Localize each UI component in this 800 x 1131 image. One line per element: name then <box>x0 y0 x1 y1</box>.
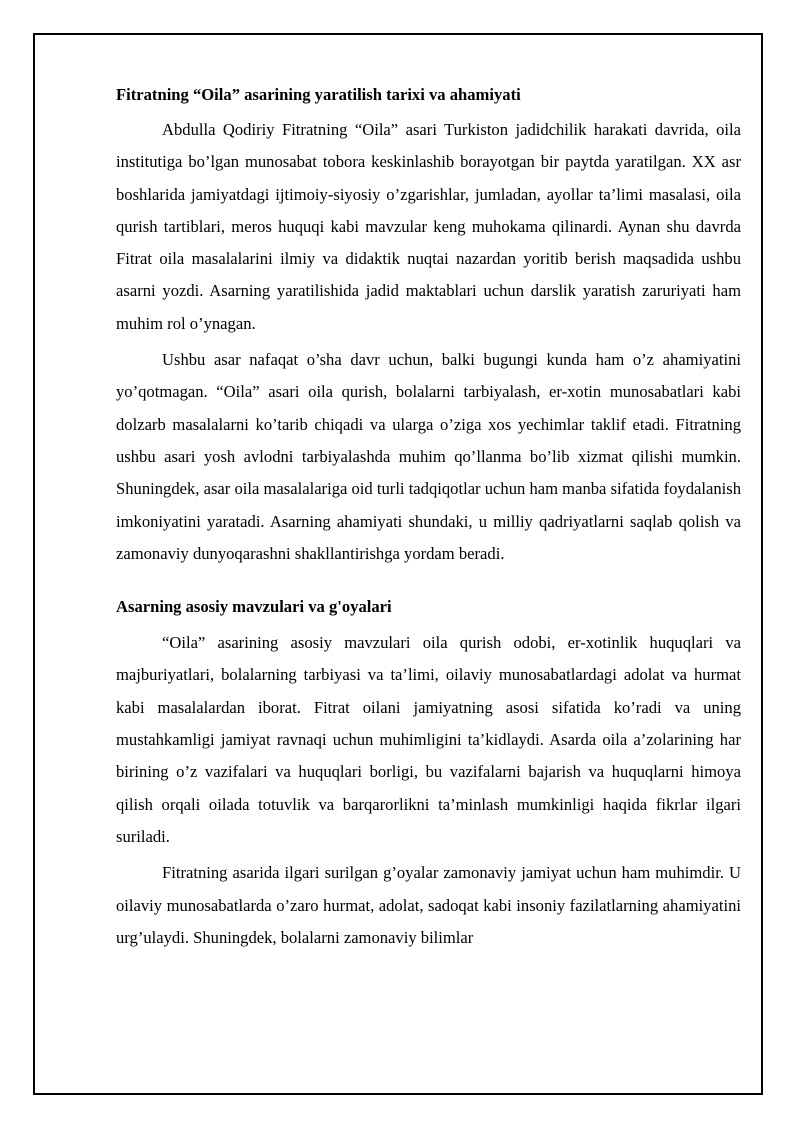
section-heading-themes: Asarning asosiy mavzulari va g'oyalari <box>116 597 392 617</box>
paragraph-history-2: Ushbu asar nafaqat o’sha davr uchun, balki bugungi kunda ham o’z ahamiyatini yo’qotmagan. “Oila” asari oila qurish, bolalarni tarbiyalash, er-xotin munosabatlari kabi dolzarb masalalarni ko’tarib chiqadi va ularga o’ziga xos yechimlar taklif etadi. Fitratning ushbu asari yosh avlodni tarbiyalashda muhim qo’llanma bo’lib xizmat qilishi mumkin. Shuningdek, asar oila masalalariga oid turli tadqiqotlar uchun ham manba sifatida foydalanish imkoniyatini yaratadi. Asarning ahamiyati shundaki, u milliy qadriyatlarni saqlab qolish va zamonaviy dunyoqarashni shakllantirishga yordam beradi. <box>116 350 741 563</box>
document-body <box>116 80 741 954</box>
paragraph-themes-2: Fitratning asarida ilgari surilgan g’oyalar zamonaviy jamiyat uchun ham muhimdir. U oilaviy munosabatlarda o’zaro hurmat, adolat, sadoqat kabi insoniy fazilatlarning ahamiyatini urg’ulaydi. Shuningdek, bolalarni zamonaviy bilimlar <box>116 863 741 947</box>
paragraph-history-1: Abdulla Qodiriy Fitratning “Oila” asari Turkiston jadidchilik harakati davrida, oila institutiga bo’lgan munosabat tobora keskinlashib borayotgan bir paytda yaratilgan. XX asr boshlarida jamiyatdagi ijtimoiy-siyosiy o’zgarishlar, jumladan, ayollar ta’limi masalasi, oila qurish tartiblari, meros huquqi kabi mavzular keng muhokama qilinardi. Aynan shu davrda Fitrat oila masalalarini ilmiy va didaktik nuqtai nazardan yoritib berish maqsadida ushbu asarni yozdi. Asarning yaratilishida jadid maktablari uchun darslik yaratish zaruriyati ham muhim rol o’ynagan. <box>116 120 741 333</box>
paragraph-themes-1: “Oila” asarining asosiy mavzulari oila qurish odobi, er-xotinlik huquqlari va majburiyatlari, bolalarning tarbiyasi va ta’limi, oilaviy munosabatlardagi adolat va hurmat kabi masalalardan iborat. Fitrat oilani jamiyatning asosi sifatida ko’radi va uning mustahkamligi jamiyat ravnaqi uchun muhimligini ta’kidlaydi. Asarda oila a’zolarining har birining o’z vazifalari va huquqlari borligi, bu vazifalarni bajarish va huquqlarni himoya qilish orqali oilada totuvlik va barqarorlikni ta’minlash mumkinligi haqida fikrlar ilgari suriladi. <box>116 633 741 846</box>
section-heading-history: Fitratning “Oila” asarining yaratilish tarixi va ahamiyati <box>116 85 521 104</box>
